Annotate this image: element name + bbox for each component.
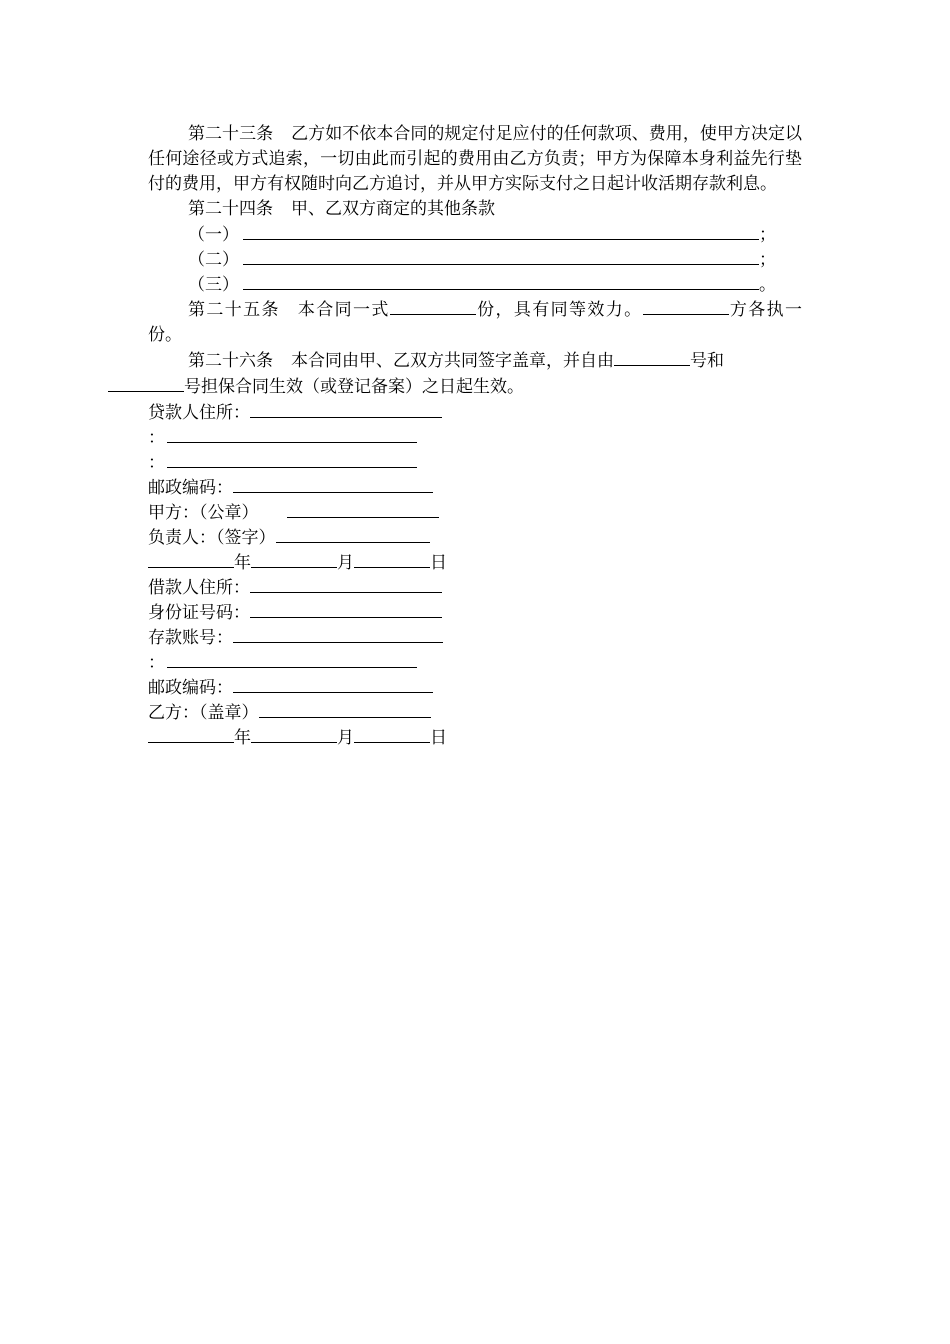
article-26-title: 第二十六条 <box>188 351 273 371</box>
month-label: 月 <box>337 553 354 573</box>
lender-day-blank[interactable] <box>354 550 430 568</box>
lender-colon-blank-2[interactable] <box>167 450 417 468</box>
item-end: ； <box>759 250 776 270</box>
article-24-title: 第二十四条 <box>188 199 273 219</box>
contract-content <box>148 122 802 750</box>
lender-address-blank[interactable] <box>250 400 442 418</box>
item-1-blank[interactable] <box>243 222 759 240</box>
article-25-text-3: 方各执一份。 <box>148 300 802 345</box>
borrower-year-blank[interactable] <box>148 725 234 743</box>
borrower-address-blank[interactable] <box>250 575 442 593</box>
article-24-item-2 <box>148 247 802 272</box>
borrower-postcode-label: 邮政编码： <box>148 678 233 698</box>
borrower-account-row <box>148 625 802 650</box>
lender-colon-row-2 <box>148 450 802 475</box>
borrower-address-label: 借款人住所： <box>148 578 250 598</box>
borrower-id-row <box>148 600 802 625</box>
year-label: 年 <box>234 553 251 573</box>
article-24-item-1 <box>148 222 802 247</box>
lender-address-row <box>148 400 802 425</box>
article-26-text-3: 号担保合同生效（或登记备案）之日起生效。 <box>184 377 524 397</box>
copies-blank[interactable] <box>390 297 476 315</box>
colon-label: ： <box>148 653 165 673</box>
item-label: （二） <box>188 250 239 270</box>
borrower-postcode-row <box>148 675 802 700</box>
month-label: 月 <box>337 728 354 748</box>
article-25 <box>148 297 802 348</box>
article-23-body: 乙方如不依本合同的规定付足应付的任何款项、费用，使甲方决定以任何途径或方式追索，一切由此而引起的费用由乙方负责；甲方为保障本身利益先行垫付的费用，甲方有权随时向乙方追讨，并从甲方实际支付之日起计收活期存款利息。 <box>148 124 803 194</box>
borrower-seal-blank[interactable] <box>259 700 431 718</box>
item-label: （一） <box>188 225 239 245</box>
lender-person-row <box>148 525 802 550</box>
day-label: 日 <box>430 728 447 748</box>
lender-month-blank[interactable] <box>251 550 337 568</box>
borrower-id-blank[interactable] <box>250 600 442 618</box>
lender-date-row <box>148 550 802 575</box>
article-25-title: 第二十五条 <box>188 300 280 320</box>
day-label: 日 <box>430 553 447 573</box>
colon-label: ： <box>148 453 165 473</box>
lender-year-blank[interactable] <box>148 550 234 568</box>
article-24-item-3 <box>148 272 802 297</box>
article-23 <box>148 122 802 197</box>
lender-party-row <box>148 500 802 525</box>
article-26 <box>148 348 802 400</box>
borrower-date-row <box>148 725 802 750</box>
colon-label: ： <box>148 428 165 448</box>
lender-postcode-blank[interactable] <box>233 475 433 493</box>
year-label: 年 <box>234 728 251 748</box>
item-3-blank[interactable] <box>243 272 759 290</box>
article-23-title: 第二十三条 <box>188 124 274 144</box>
article-24-body: 甲、乙双方商定的其他条款 <box>291 199 495 219</box>
article-26-text-2: 号和 <box>690 351 724 371</box>
lender-person-label: 负责人：（签字） <box>148 528 276 548</box>
borrower-party-row <box>148 700 802 725</box>
borrower-account-label: 存款账号： <box>148 628 233 648</box>
lender-colon-row-1 <box>148 425 802 450</box>
borrower-account-blank[interactable] <box>233 625 443 643</box>
borrower-day-blank[interactable] <box>354 725 430 743</box>
lender-seal-blank[interactable] <box>287 500 439 518</box>
borrower-postcode-blank[interactable] <box>233 675 433 693</box>
article-25-text-1: 本合同一式 <box>297 300 390 320</box>
item-end: ； <box>759 225 776 245</box>
borrower-party-label: 乙方：（盖章） <box>148 703 259 723</box>
contract-no-blank-2[interactable] <box>108 374 184 392</box>
article-26-text-1: 本合同由甲、乙双方共同签字盖章，并自由 <box>291 351 614 371</box>
lender-colon-blank-1[interactable] <box>167 425 417 443</box>
borrower-address-row <box>148 575 802 600</box>
borrower-colon-blank[interactable] <box>167 650 417 668</box>
lender-party-label: 甲方：（公章） <box>148 503 259 523</box>
item-2-blank[interactable] <box>243 247 759 265</box>
item-end: 。 <box>759 275 776 295</box>
lender-sign-blank[interactable] <box>276 525 430 543</box>
borrower-colon-row <box>148 650 802 675</box>
article-25-text-2: 份，具有同等效力。 <box>475 300 643 320</box>
article-24 <box>148 197 802 222</box>
borrower-id-label: 身份证号码： <box>148 603 250 623</box>
lender-postcode-row <box>148 475 802 500</box>
item-label: （三） <box>188 275 239 295</box>
borrower-month-blank[interactable] <box>251 725 337 743</box>
lender-address-label: 贷款人住所： <box>148 403 250 423</box>
parties-blank[interactable] <box>643 297 729 315</box>
lender-postcode-label: 邮政编码： <box>148 478 233 498</box>
contract-no-blank-1[interactable] <box>614 348 690 366</box>
